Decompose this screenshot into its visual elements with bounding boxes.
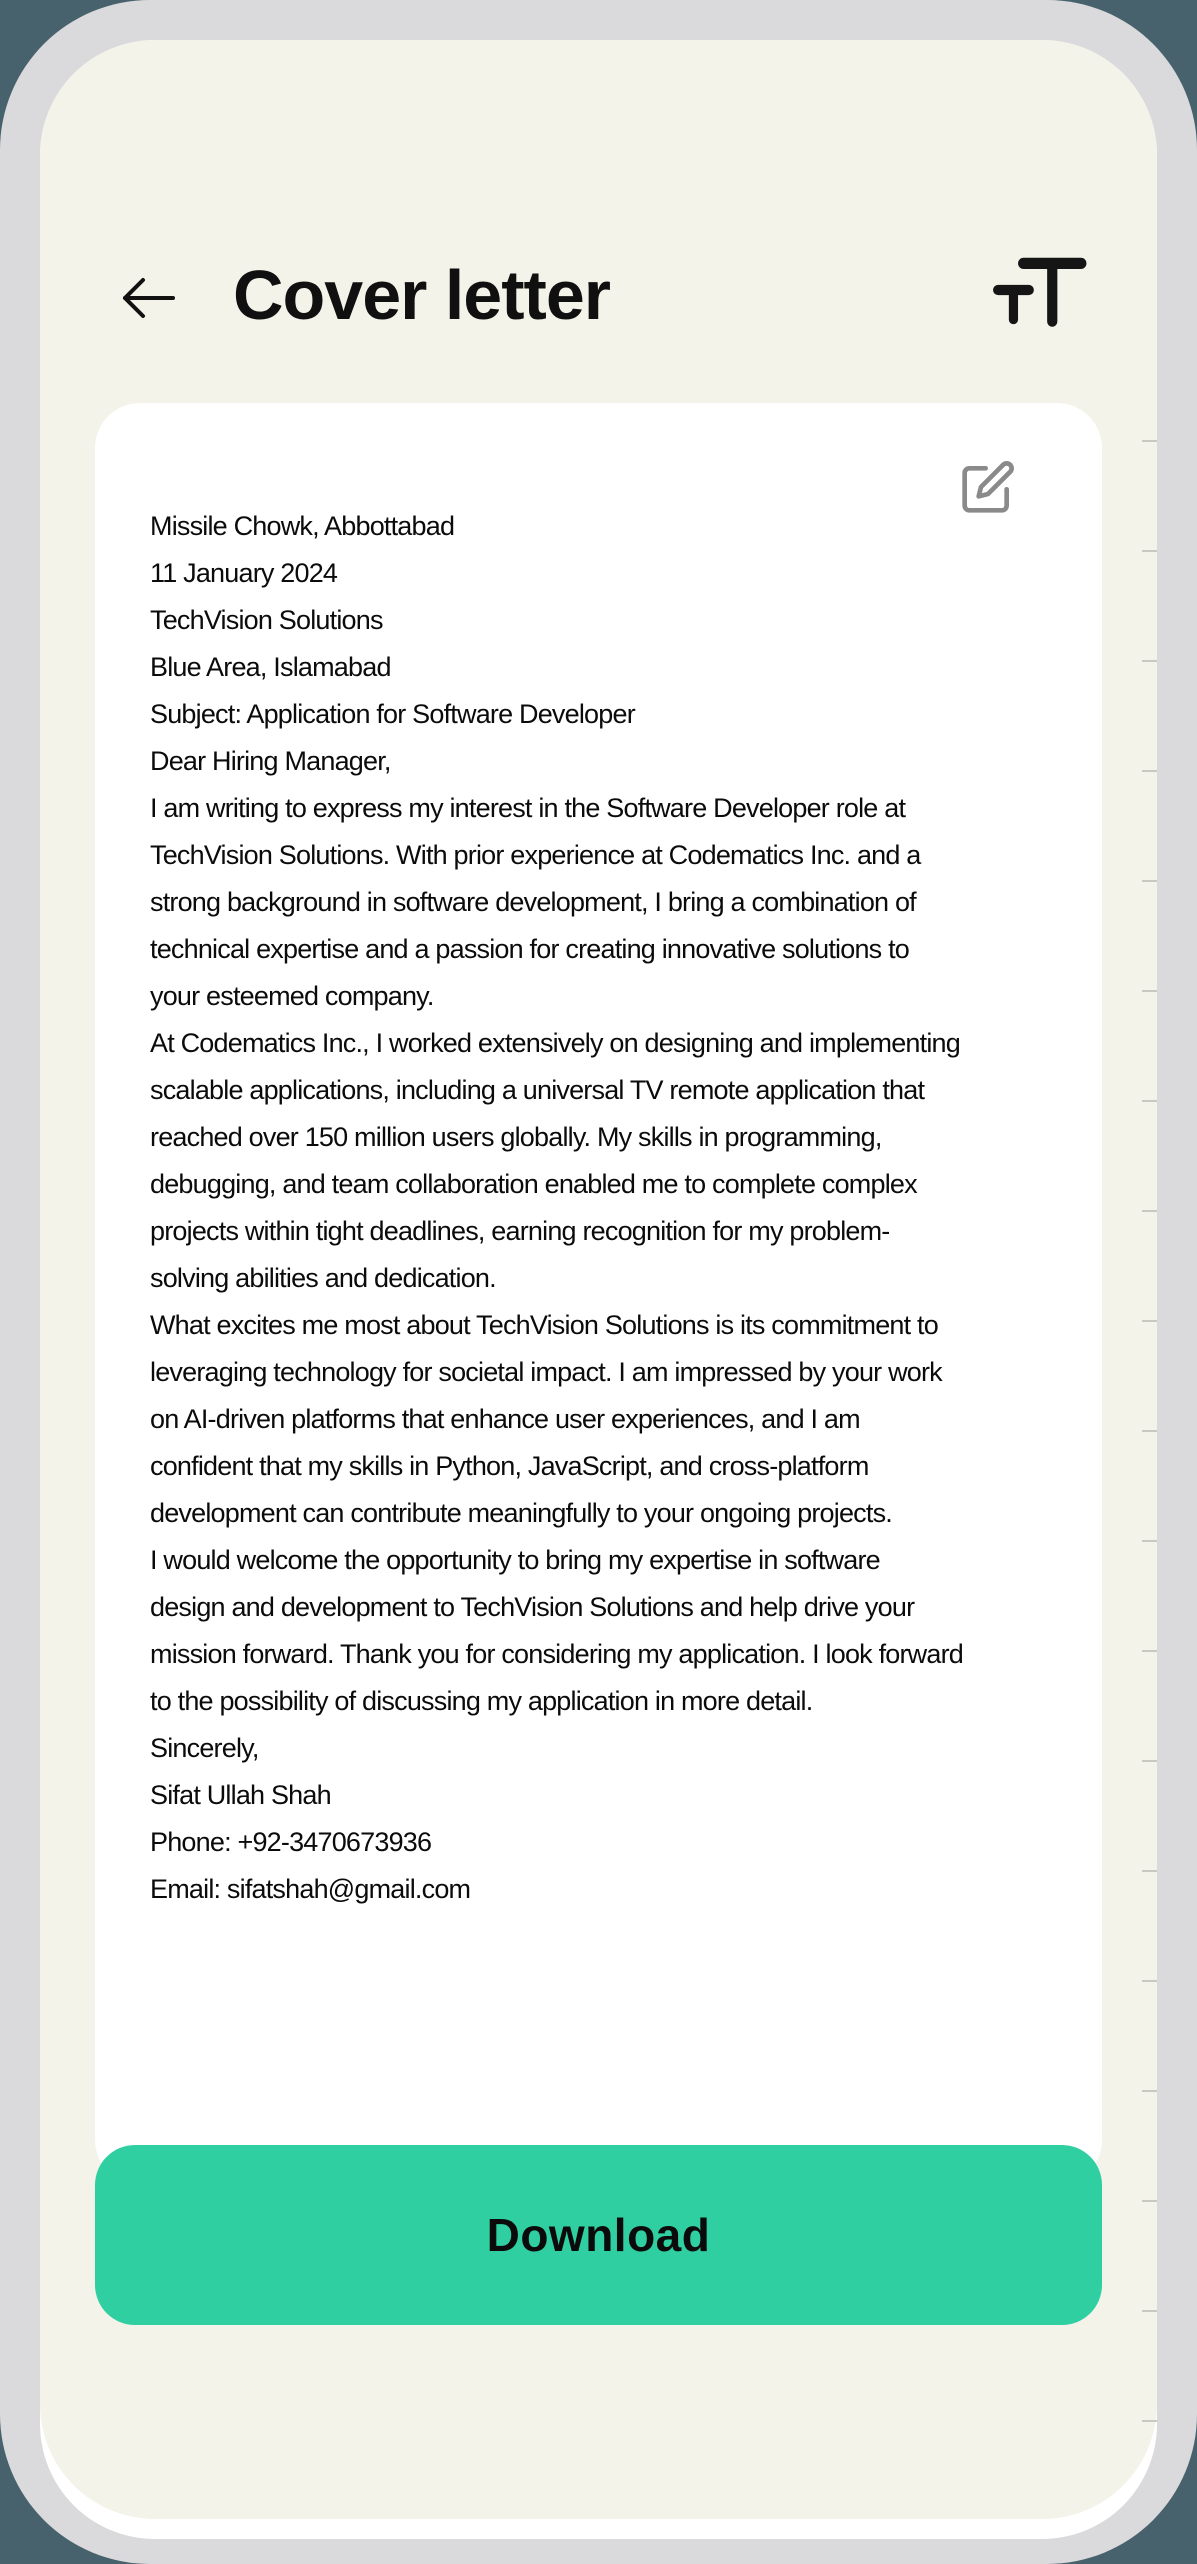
letter-line: projects within tight deadlines, earning recognition for my problem- — [150, 1216, 890, 1246]
text-size-icon — [992, 256, 1088, 333]
letter-line: your esteemed company. — [150, 981, 434, 1011]
letter-line: design and development to TechVision Solutions and help drive your — [150, 1592, 915, 1622]
text-size-button[interactable] — [988, 252, 1092, 336]
letter-line: Missile Chowk, Abbottabad — [150, 511, 455, 541]
back-arrow-icon — [119, 275, 177, 326]
letter-line: TechVision Solutions — [150, 605, 383, 635]
letter-line: confident that my skills in Python, JavaScript, and cross-platform — [150, 1451, 869, 1481]
download-button[interactable] — [95, 2145, 1102, 2325]
letter-line: Email: sifatshah@gmail.com — [150, 1874, 471, 1904]
cover-letter-card — [95, 403, 1102, 2185]
letter-line: scalable applications, including a universal TV remote application that — [150, 1075, 925, 1105]
letter-line: I would welcome the opportunity to bring my expertise in software — [150, 1545, 880, 1575]
letter-line: strong background in software development, I bring a combination of — [150, 887, 916, 917]
letter-line: 11 January 2024 — [150, 558, 338, 588]
letter-line: to the possibility of discussing my application in more detail. — [150, 1686, 813, 1716]
back-button[interactable] — [116, 272, 180, 328]
letter-line: Phone: +92-3470673936 — [150, 1827, 432, 1857]
app-screen — [40, 40, 1157, 2519]
cover-letter-text — [150, 503, 1050, 1913]
letter-line: solving abilities and dedication. — [150, 1263, 496, 1293]
download-button-label: Download — [486, 2209, 711, 2261]
letter-line: I am writing to express my interest in the Software Developer role at — [150, 793, 906, 823]
letter-line: TechVision Solutions. With prior experience at Codematics Inc. and a — [150, 840, 921, 870]
letter-line: debugging, and team collaboration enabled me to complete complex — [150, 1169, 917, 1199]
letter-line: Subject: Application for Software Developer — [150, 699, 635, 729]
app-header — [0, 0, 1197, 410]
letter-line: Blue Area, Islamabad — [150, 652, 391, 682]
page-title: Cover letter — [233, 256, 611, 334]
letter-line: development can contribute meaningfully to your ongoing projects. — [150, 1498, 892, 1528]
letter-line: reached over 150 million users globally. My skills in programming, — [150, 1122, 882, 1152]
letter-line: leveraging technology for societal impact. I am impressed by your work — [150, 1357, 942, 1387]
letter-line: mission forward. Thank you for considering my application. I look forward — [150, 1639, 963, 1669]
letter-line: What excites me most about TechVision Solutions is its commitment to — [150, 1310, 938, 1340]
scroll-ruler-ticks — [1142, 440, 1157, 2435]
letter-line: Sifat Ullah Shah — [150, 1780, 331, 1810]
letter-line: Dear Hiring Manager, — [150, 746, 391, 776]
letter-line: on AI-driven platforms that enhance user experiences, and I am — [150, 1404, 860, 1434]
letter-line: At Codematics Inc., I worked extensively on designing and implementing — [150, 1028, 960, 1058]
letter-line: technical expertise and a passion for creating innovative solutions to — [150, 934, 909, 964]
letter-line: Sincerely, — [150, 1733, 259, 1763]
